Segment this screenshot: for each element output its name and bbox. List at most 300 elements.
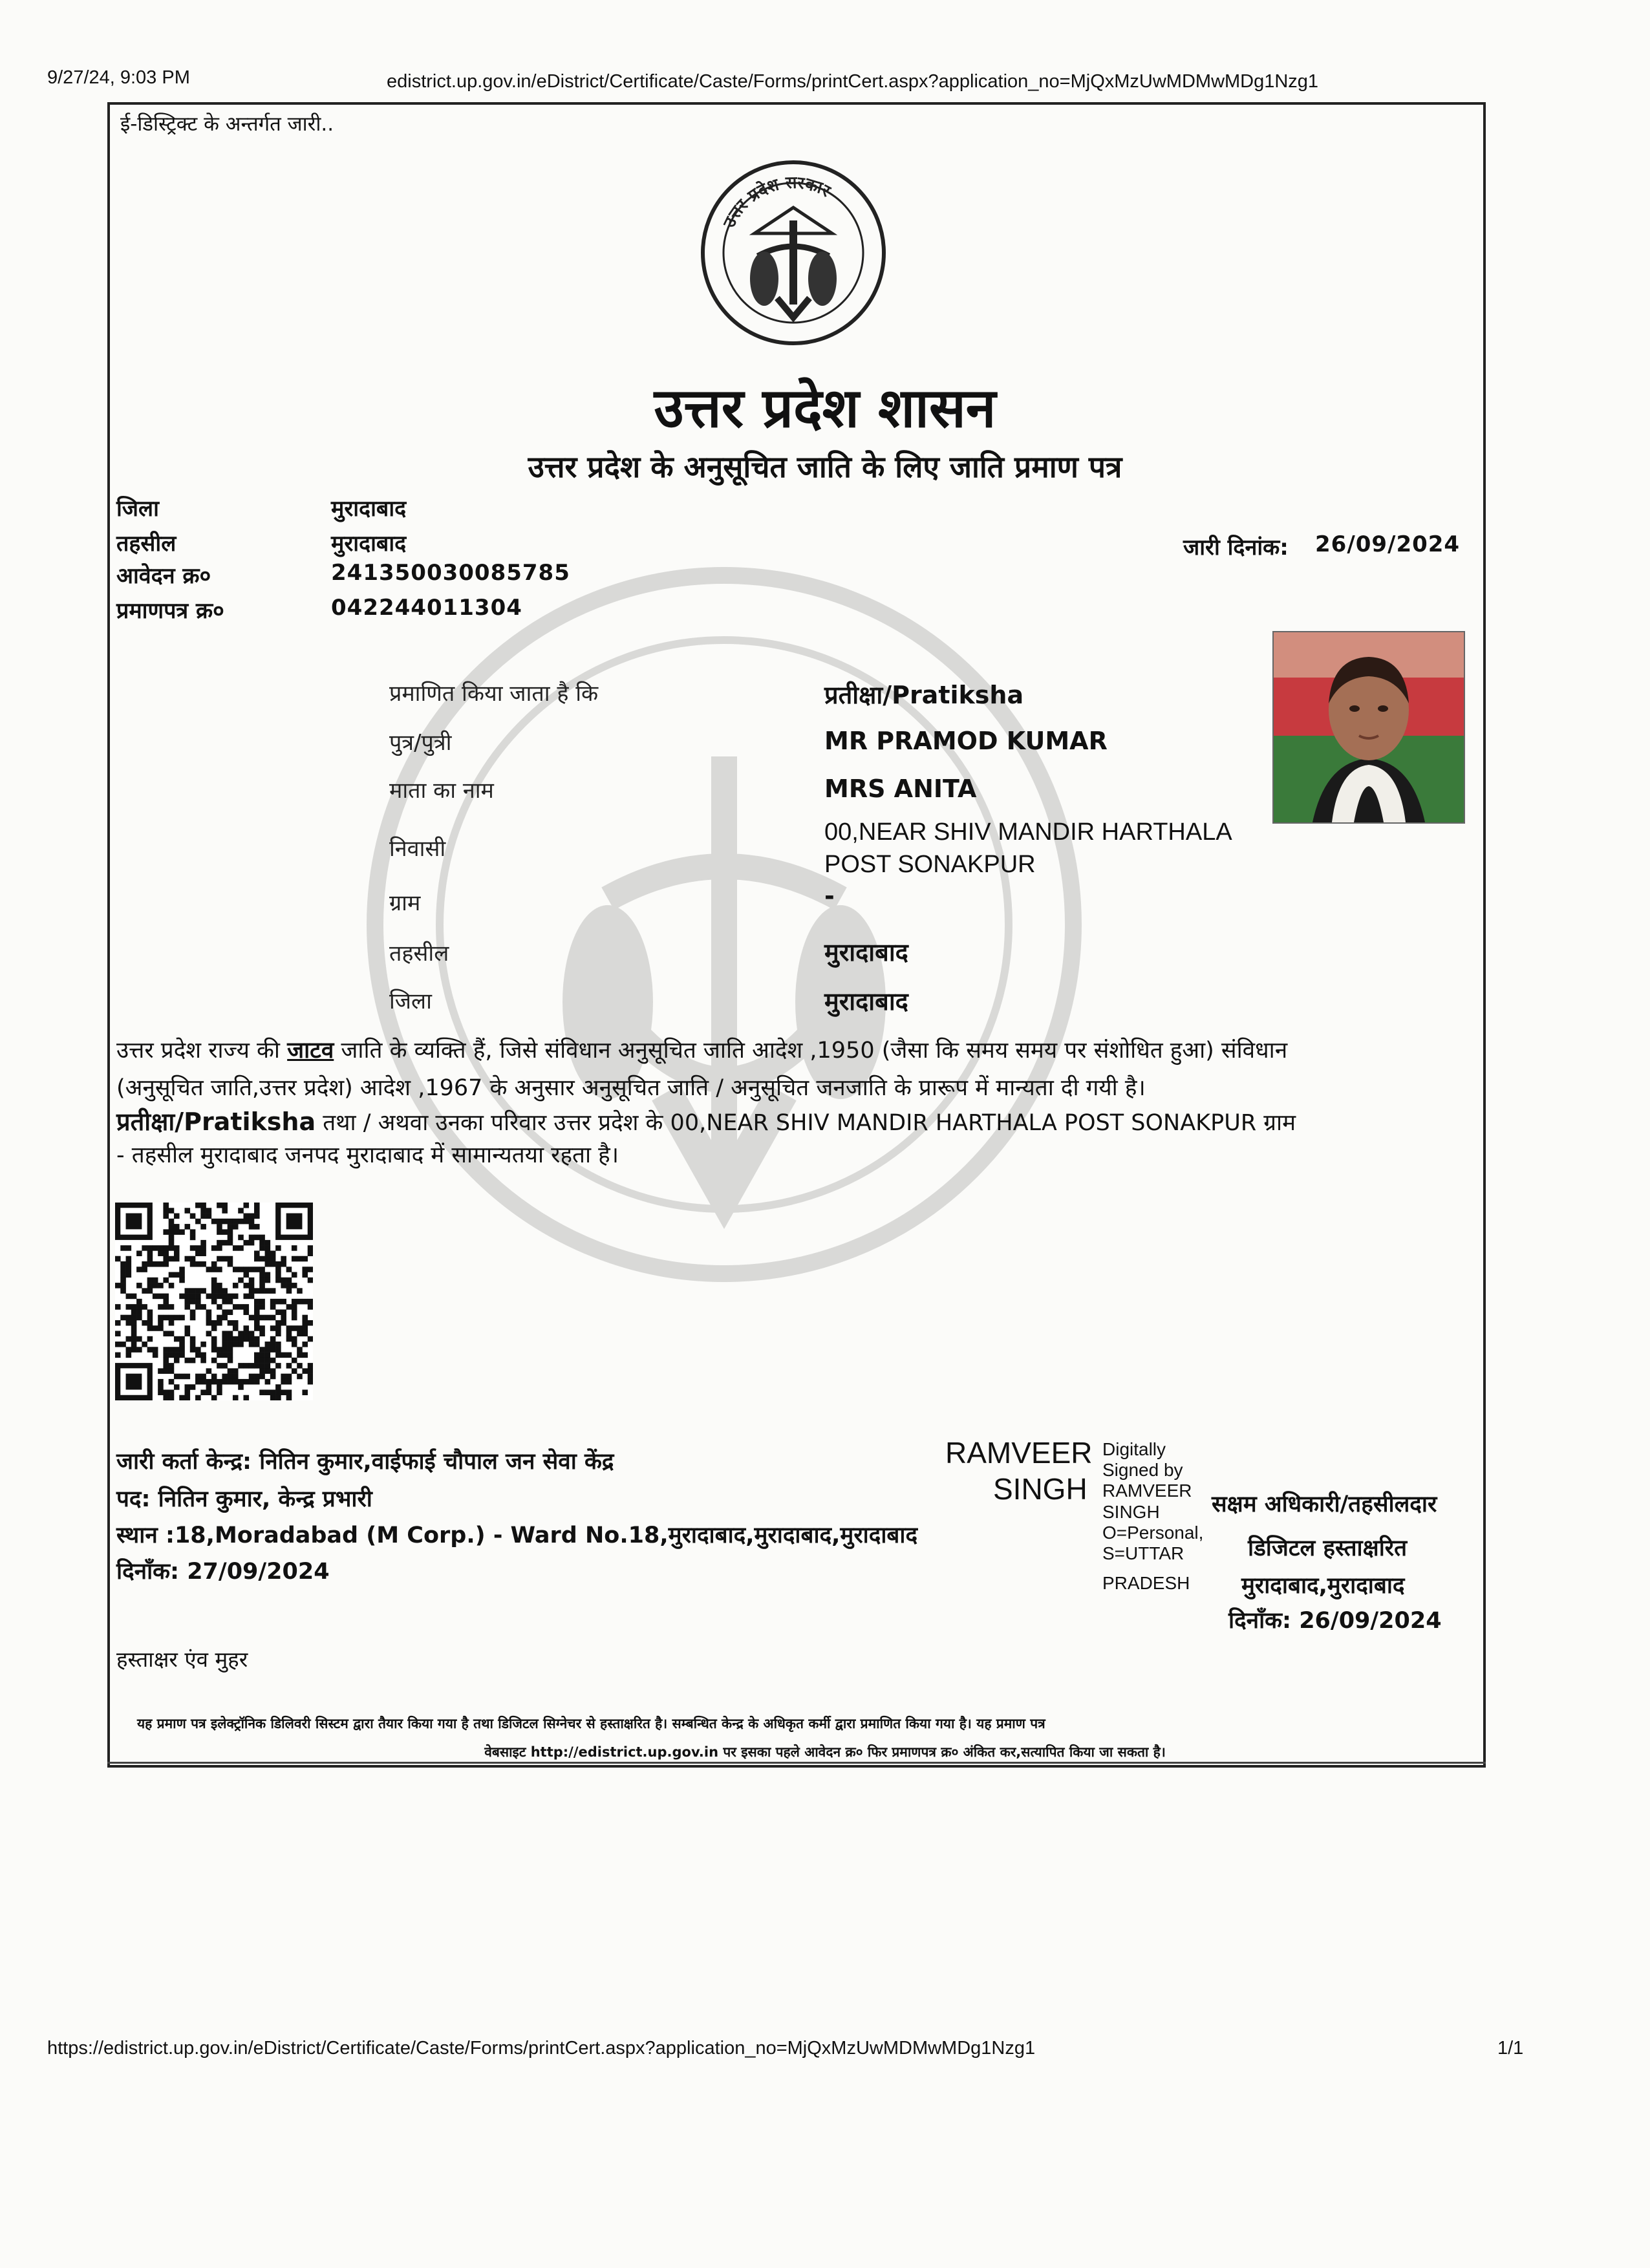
qr-module <box>308 1250 313 1256</box>
qr-module <box>169 1379 175 1385</box>
qr-module <box>254 1353 260 1358</box>
qr-module <box>270 1250 276 1256</box>
qr-module <box>286 1288 292 1294</box>
qr-module <box>254 1256 260 1262</box>
qr-module <box>222 1342 228 1347</box>
detail-label-mother: माता का नाम <box>389 778 494 804</box>
qr-module <box>147 1250 153 1256</box>
qr-module <box>147 1325 153 1331</box>
signature-detail-line: PRADESH <box>1102 1573 1190 1594</box>
qr-module <box>120 1272 126 1278</box>
qr-module <box>297 1331 303 1336</box>
qr-module <box>275 1278 281 1283</box>
qr-module <box>286 1395 292 1400</box>
qr-module <box>163 1315 169 1321</box>
qr-module <box>222 1374 228 1380</box>
qr-module <box>190 1261 196 1267</box>
qr-module <box>308 1245 313 1251</box>
qr-module <box>142 1320 147 1326</box>
qr-module <box>174 1315 180 1321</box>
qr-module <box>292 1272 297 1278</box>
qr-module <box>174 1358 180 1364</box>
qr-module <box>233 1294 239 1300</box>
qr-module <box>195 1353 201 1358</box>
qr-module <box>158 1325 164 1331</box>
qr-module <box>163 1353 169 1358</box>
qr-module <box>169 1304 175 1310</box>
qr-module <box>243 1304 249 1310</box>
qr-module <box>228 1309 233 1315</box>
signer-name-line2: SINGH <box>993 1472 1088 1506</box>
qr-module <box>115 1353 121 1358</box>
qr-module <box>254 1363 260 1369</box>
qr-module <box>265 1278 271 1283</box>
qr-module <box>169 1389 175 1395</box>
qr-module <box>270 1288 276 1294</box>
qr-module <box>174 1229 180 1235</box>
qr-module <box>206 1320 212 1326</box>
qr-module <box>211 1395 217 1400</box>
qr-module <box>297 1347 303 1353</box>
qr-module <box>174 1245 180 1251</box>
qr-module <box>190 1342 196 1347</box>
qr-module <box>243 1267 249 1272</box>
qr-module <box>195 1219 201 1225</box>
qr-module <box>211 1245 217 1251</box>
qr-module <box>265 1368 271 1374</box>
qr-module <box>142 1261 147 1267</box>
qr-finder <box>126 1374 142 1390</box>
qr-module <box>270 1347 276 1353</box>
qr-module <box>217 1224 222 1230</box>
qr-module <box>206 1309 212 1315</box>
qr-module <box>211 1267 217 1272</box>
qr-module <box>217 1347 222 1353</box>
qr-module <box>259 1353 265 1358</box>
qr-module <box>233 1245 239 1251</box>
qr-module <box>286 1278 292 1283</box>
qr-module <box>136 1304 142 1310</box>
qr-module <box>286 1325 292 1331</box>
qr-module <box>243 1336 249 1342</box>
qr-module <box>142 1267 147 1272</box>
qr-module <box>131 1309 137 1315</box>
watermark-seal <box>362 562 1086 1287</box>
qr-module <box>302 1368 308 1374</box>
qr-module <box>259 1389 265 1395</box>
qr-module <box>243 1331 249 1336</box>
qr-module <box>243 1203 249 1208</box>
qr-module <box>259 1240 265 1246</box>
issued-under-text: ई-डिस्ट्रिक्ट के अन्तर्गत जारी.. <box>120 112 334 136</box>
qr-module <box>211 1278 217 1283</box>
qr-module <box>259 1347 265 1353</box>
detail-label-resident: निवासी <box>389 836 446 862</box>
qr-module <box>243 1272 249 1278</box>
qr-module <box>228 1320 233 1326</box>
qr-module <box>179 1342 185 1347</box>
qr-module <box>228 1256 233 1262</box>
qr-module <box>174 1353 180 1358</box>
qr-module <box>238 1267 244 1272</box>
qr-module <box>270 1374 276 1380</box>
qr-module <box>270 1389 276 1395</box>
qr-module <box>233 1224 239 1230</box>
qr-module <box>163 1229 169 1235</box>
qr-module <box>233 1267 239 1272</box>
qr-module <box>147 1256 153 1262</box>
qr-module <box>254 1374 260 1380</box>
qr-module <box>169 1368 175 1374</box>
qr-module <box>195 1379 201 1385</box>
meta-label-application-no: आवेदन क्र० <box>116 563 211 589</box>
qr-module <box>259 1363 265 1369</box>
qr-module <box>179 1267 185 1272</box>
qr-module <box>169 1219 175 1225</box>
qr-module <box>153 1294 158 1300</box>
qr-module <box>249 1288 255 1294</box>
qr-module <box>233 1368 239 1374</box>
qr-module <box>265 1261 271 1267</box>
qr-module <box>222 1288 228 1294</box>
qr-module <box>190 1358 196 1364</box>
qr-module <box>179 1395 185 1400</box>
qr-module <box>259 1331 265 1336</box>
qr-module <box>238 1342 244 1347</box>
qr-module <box>249 1278 255 1283</box>
qr-module <box>200 1353 206 1358</box>
qr-module <box>158 1304 164 1310</box>
qr-module <box>147 1315 153 1321</box>
qr-module <box>217 1229 222 1235</box>
qr-module <box>174 1224 180 1230</box>
qr-module <box>163 1208 169 1214</box>
qr-module <box>174 1256 180 1262</box>
qr-module <box>147 1283 153 1289</box>
qr-module <box>217 1353 222 1358</box>
qr-module <box>259 1358 265 1364</box>
qr-module <box>270 1299 276 1305</box>
detail-label-certified: प्रमाणित किया जाता है कि <box>389 681 599 707</box>
qr-module <box>222 1256 228 1262</box>
qr-module <box>211 1374 217 1380</box>
qr-module <box>126 1320 132 1326</box>
qr-module <box>249 1214 255 1219</box>
qr-module <box>222 1315 228 1321</box>
qr-module <box>185 1374 191 1380</box>
qr-module <box>200 1240 206 1246</box>
qr-module <box>217 1288 222 1294</box>
qr-module <box>115 1304 121 1310</box>
qr-module <box>222 1294 228 1300</box>
qr-module <box>200 1358 206 1364</box>
qr-module <box>254 1235 260 1241</box>
qr-module <box>228 1240 233 1246</box>
qr-module <box>238 1304 244 1310</box>
qr-module <box>185 1208 191 1214</box>
qr-module <box>302 1331 308 1336</box>
qr-module <box>243 1214 249 1219</box>
qr-module <box>169 1240 175 1246</box>
qr-module <box>126 1256 132 1262</box>
qr-module <box>131 1342 137 1347</box>
qr-module <box>115 1256 121 1262</box>
qr-module <box>249 1267 255 1272</box>
qr-module <box>275 1395 281 1400</box>
qr-module <box>222 1240 228 1246</box>
qr-module <box>158 1283 164 1289</box>
qr-module <box>243 1240 249 1246</box>
qr-module <box>185 1395 191 1400</box>
qr-module <box>228 1353 233 1358</box>
qr-module <box>308 1299 313 1305</box>
qr-module <box>200 1389 206 1395</box>
qr-module <box>292 1342 297 1347</box>
body-line-1-post: जाति के व्यक्ति हैं, जिसे संविधान अनुसूचित जाति आदेश ,1950 (जैसा कि समय समय पर संशोधित हुआ) संविधान <box>334 1038 1288 1064</box>
qr-module <box>281 1261 286 1267</box>
qr-module <box>265 1245 271 1251</box>
qr-module <box>275 1331 281 1336</box>
qr-module <box>308 1368 313 1374</box>
qr-module <box>158 1250 164 1256</box>
qr-module <box>174 1214 180 1219</box>
qr-module <box>217 1363 222 1369</box>
qr-module <box>120 1245 126 1251</box>
qr-module <box>206 1214 212 1219</box>
qr-module <box>238 1363 244 1369</box>
qr-module <box>206 1267 212 1272</box>
print-url[interactable]: edistrict.up.gov.in/eDistrict/Certificate/Caste/Forms/printCert.aspx?application_no=MjQxMzUwMDMwMDg1Nzg1 <box>387 71 1319 92</box>
qr-module <box>286 1374 292 1380</box>
qr-module <box>169 1224 175 1230</box>
qr-module <box>185 1304 191 1310</box>
qr-module <box>259 1267 265 1272</box>
qr-module <box>115 1283 121 1289</box>
qr-module <box>217 1256 222 1262</box>
qr-module <box>228 1368 233 1374</box>
qr-module <box>275 1320 281 1326</box>
meta-label-district: जिला <box>116 496 159 522</box>
qr-module <box>211 1379 217 1385</box>
qr-module <box>286 1267 292 1272</box>
qr-module <box>275 1272 281 1278</box>
signature-detail-line: RAMVEER <box>1102 1481 1192 1501</box>
qr-module <box>217 1304 222 1310</box>
qr-module <box>302 1325 308 1331</box>
qr-module <box>131 1331 137 1336</box>
qr-module <box>120 1261 126 1267</box>
qr-module <box>228 1299 233 1305</box>
qr-module <box>195 1299 201 1305</box>
qr-module <box>169 1283 175 1289</box>
qr-module <box>120 1288 126 1294</box>
qr-module <box>286 1389 292 1395</box>
footer-note-1: यह प्रमाण पत्र इलेक्ट्रॉनिक डिलिवरी सिस्टम द्वारा तैयार किया गया है तथा डिजिटल सिग्नेचर से हस्ताक्षरित है। सम्बन्धित केन्द्र के अधिकृत कर्मी द्वारा प्रमाणित किया गया है। यह प्रमाण पत्र <box>137 1716 1045 1731</box>
qr-module <box>249 1379 255 1385</box>
qr-module <box>286 1304 292 1310</box>
qr-module <box>185 1389 191 1395</box>
qr-module <box>281 1320 286 1326</box>
qr-module <box>126 1347 132 1353</box>
qr-module <box>233 1283 239 1289</box>
qr-module <box>169 1395 175 1400</box>
qr-module <box>228 1224 233 1230</box>
qr-module <box>265 1353 271 1358</box>
qr-module <box>200 1245 206 1251</box>
qr-module <box>217 1320 222 1326</box>
qr-module <box>249 1235 255 1241</box>
qr-module <box>302 1272 308 1278</box>
qr-module <box>270 1358 276 1364</box>
qr-module <box>286 1379 292 1385</box>
authority-place: मुरादाबाद,मुरादाबाद <box>1241 1573 1405 1599</box>
qr-module <box>254 1267 260 1272</box>
qr-module <box>163 1389 169 1395</box>
qr-module <box>179 1229 185 1235</box>
qr-module <box>120 1283 126 1289</box>
qr-module <box>238 1278 244 1283</box>
qr-module <box>200 1379 206 1385</box>
qr-module <box>163 1304 169 1310</box>
qr-module <box>286 1331 292 1336</box>
qr-module <box>259 1278 265 1283</box>
qr-module <box>158 1315 164 1321</box>
qr-module <box>169 1315 175 1321</box>
qr-module <box>163 1214 169 1219</box>
qr-module <box>163 1368 169 1374</box>
qr-module <box>281 1353 286 1358</box>
qr-module <box>185 1358 191 1364</box>
signature-detail-line: O=Personal, <box>1102 1522 1204 1543</box>
qr-module <box>228 1336 233 1342</box>
qr-module <box>259 1272 265 1278</box>
qr-module <box>254 1336 260 1342</box>
qr-module <box>217 1283 222 1289</box>
qr-module <box>185 1331 191 1336</box>
qr-module <box>179 1353 185 1358</box>
qr-module <box>249 1363 255 1369</box>
signature-detail-line: Signed by <box>1102 1460 1183 1481</box>
qr-module <box>211 1219 217 1225</box>
meta-value-district: मुरादाबाद <box>331 496 407 522</box>
qr-module <box>200 1203 206 1208</box>
body-line-3 <box>116 1104 1296 1138</box>
qr-module <box>292 1309 297 1315</box>
qr-module <box>281 1374 286 1380</box>
qr-module <box>265 1315 271 1321</box>
qr-module <box>158 1294 164 1300</box>
qr-module <box>136 1283 142 1289</box>
qr-module <box>249 1331 255 1336</box>
meta-label-certificate-no: प्रमाणपत्र क्र० <box>116 598 224 624</box>
qr-module <box>302 1342 308 1347</box>
qr-module <box>286 1363 292 1369</box>
qr-module <box>259 1315 265 1321</box>
qr-module <box>185 1256 191 1262</box>
footer-url[interactable]: https://edistrict.up.gov.in/eDistrict/Certificate/Caste/Forms/printCert.aspx?application_no=MjQxMzUwMDMwMDg1Nzg1 <box>47 2038 1036 2059</box>
qr-module <box>211 1299 217 1305</box>
qr-module <box>179 1347 185 1353</box>
qr-module <box>126 1294 132 1300</box>
qr-module <box>115 1320 121 1326</box>
qr-module <box>200 1250 206 1256</box>
qr-module <box>163 1358 169 1364</box>
qr-module <box>270 1368 276 1374</box>
detail-label-village: ग्राम <box>389 890 421 916</box>
qr-module <box>281 1299 286 1305</box>
qr-module <box>190 1336 196 1342</box>
qr-module <box>243 1294 249 1300</box>
qr-module <box>249 1283 255 1289</box>
qr-module <box>292 1283 297 1289</box>
qr-module <box>126 1261 132 1267</box>
page-count: 1/1 <box>1497 2038 1524 2059</box>
qr-module <box>195 1245 201 1251</box>
qr-module <box>254 1379 260 1385</box>
qr-module <box>270 1256 276 1262</box>
qr-module <box>265 1342 271 1347</box>
qr-module <box>147 1336 153 1342</box>
qr-module <box>131 1347 137 1353</box>
authority-date: दिनाँक: 26/09/2024 <box>1228 1608 1442 1634</box>
qr-module <box>233 1336 239 1342</box>
qr-module <box>120 1267 126 1272</box>
qr-module <box>238 1208 244 1214</box>
qr-module <box>228 1342 233 1347</box>
qr-module <box>222 1299 228 1305</box>
certificate-subtitle: उत्तर प्रदेश के अनुसूचित जाति के लिए जाति प्रमाण पत्र <box>528 449 1122 484</box>
qr-module <box>211 1325 217 1331</box>
print-datetime: 9/27/24, 9:03 PM <box>47 67 190 88</box>
qr-module <box>275 1347 281 1353</box>
qr-module <box>275 1299 281 1305</box>
qr-module <box>153 1347 158 1353</box>
qr-module <box>179 1336 185 1342</box>
qr-module <box>126 1304 132 1310</box>
issue-date-label: जारी दिनांक: <box>1183 535 1289 561</box>
qr-module <box>249 1374 255 1380</box>
qr-module <box>163 1294 169 1300</box>
qr-module <box>190 1214 196 1219</box>
qr-module <box>217 1240 222 1246</box>
qr-module <box>126 1245 132 1251</box>
qr-module <box>169 1347 175 1353</box>
qr-module <box>200 1214 206 1219</box>
qr-module <box>206 1384 212 1390</box>
qr-module <box>217 1245 222 1251</box>
qr-module <box>200 1208 206 1214</box>
qr-module <box>136 1309 142 1315</box>
qr-module <box>211 1336 217 1342</box>
qr-module <box>158 1261 164 1267</box>
issuer-date: दिनाँक: 27/09/2024 <box>116 1559 330 1585</box>
qr-module <box>292 1325 297 1331</box>
qr-module <box>163 1299 169 1305</box>
qr-module <box>131 1320 137 1326</box>
qr-module <box>169 1208 175 1214</box>
qr-module <box>259 1256 265 1262</box>
qr-module <box>126 1315 132 1321</box>
qr-finder <box>126 1214 142 1230</box>
page-title: उत्तर प्रदेश शासन <box>654 376 996 440</box>
qr-module <box>222 1219 228 1225</box>
qr-module <box>179 1278 185 1283</box>
qr-module <box>211 1320 217 1326</box>
issuer-post: पद: नितिन कुमार, केन्द्र प्रभारी <box>116 1486 372 1512</box>
qr-module <box>147 1278 153 1283</box>
qr-module <box>153 1325 158 1331</box>
qr-module <box>308 1278 313 1283</box>
